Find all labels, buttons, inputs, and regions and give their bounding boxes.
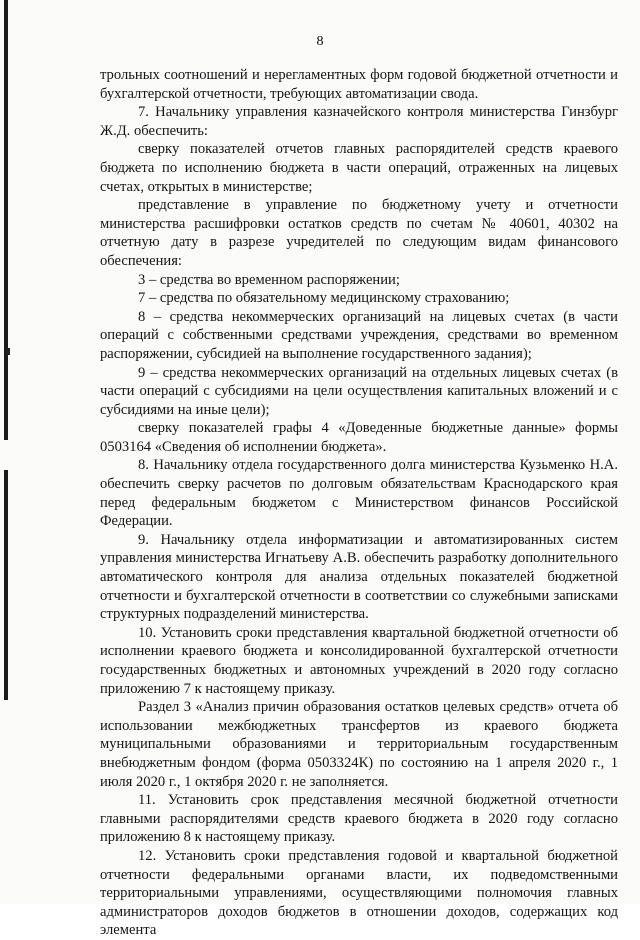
scan-speck xyxy=(6,348,10,355)
paragraph-funding-type-3: 3 – средства во временном распоряжении; xyxy=(138,271,400,288)
paragraph-section-3: Раздел 3 «Анализ причин образования остатков целевых средств» отчета об использовании межбюджетных трансфертов из краевого бюджета муниципальными образованиями и территориальным государственным внебюджетным фондом (форма 0503324К) по состоянию на 1 апреля 2020 г., 1 июля 2020 г., 1 октября 2020 г. не заполняется. xyxy=(100,699,618,790)
paragraph-funding-type-9: 9 – средства некоммерческих организаций на отдельных лицевых счетах (в части операций с субсидиями на цели осуществления капитальных вложений и с субсидиями на иные цели); xyxy=(100,364,618,418)
paragraph-item-7: 7. Начальнику управления казначейского контроля министерства Гинзбург Ж.Д. обеспечить: xyxy=(100,104,618,139)
scan-edge-mark xyxy=(4,0,8,440)
paragraph-item-7-submission: представление в управление по бюджетному учету и отчетности министерства расшифровки остатков средств по счетам № 40601, 40302 на отчетную дату в разрезе учредителей по следующим видам финансового обеспечения: xyxy=(100,197,618,269)
page-number: 8 xyxy=(316,34,324,49)
paragraph-item-7-reconciliation: сверку показателей отчетов главных распорядителей средств краевого бюджета по исполнению бюджета в части операций, отраженных на лицевых счетах, открытых в министерстве; xyxy=(100,141,618,195)
paragraph-funding-type-8: 8 – средства некоммерческих организаций на лицевых счетах (в части операций с собственными средствами учреждения, средствами во временном распоряжении, субсидией на выполнение государственного задания); xyxy=(100,308,618,362)
scan-edge-mark-lower xyxy=(4,470,8,700)
paragraph-item-8: 8. Начальнику отдела государственного долга министерства Кузьменко Н.А. обеспечить сверку расчетов по долговым обязательствам Краснодарского края перед федеральным бюджетом с Министерством финансов Российской Федерации. xyxy=(100,457,618,530)
paragraph-item-9: 9. Начальнику отдела информатизации и автоматизированных систем управления министерства Игнатьеву А.В. обеспечить разработку дополнительного автоматического контроля для анализа отдельных показателей бюджетной отчетности и бухгалтерской отчетности в соответствии со служебными записками структурных подразделений министерства. xyxy=(100,531,618,623)
paragraph-item-10: 10. Установить сроки представления квартальной бюджетной отчетности об исполнении краевого бюджета и консолидированной бухгалтерской отчетности государственных бюджетных и автономных учреждений в 2020 году согласно приложению 7 к настоящему приказу. xyxy=(100,624,618,697)
paragraph-item-7-column-4: сверку показателей графы 4 «Доведенные бюджетные данные» формы 0503164 «Сведения об исполнении бюджета». xyxy=(100,420,618,455)
paragraph-item-11: 11. Установить срок представления месячной бюджетной отчетности главными распорядителями средств краевого бюджета в 2020 году согласно приложению 8 к настоящему приказу. xyxy=(100,792,618,846)
paragraph-continuation: трольных соотношений и нерегламентных форм годовой бюджетной отчетности и бухгалтерской отчетности, требующих автоматизации свода. xyxy=(100,67,618,102)
document-body xyxy=(100,66,618,940)
paragraph-funding-type-7: 7 – средства по обязательному медицинскому страхованию; xyxy=(138,290,510,307)
paragraph-item-12: 12. Установить сроки представления годовой и квартальной бюджетной отчетности федеральными органами власти, их подведомственными территориальными управлениями, осуществляющими полномочия главных администраторов доходов бюджетов в отношении доходов, содержащих код элемента xyxy=(100,847,618,939)
